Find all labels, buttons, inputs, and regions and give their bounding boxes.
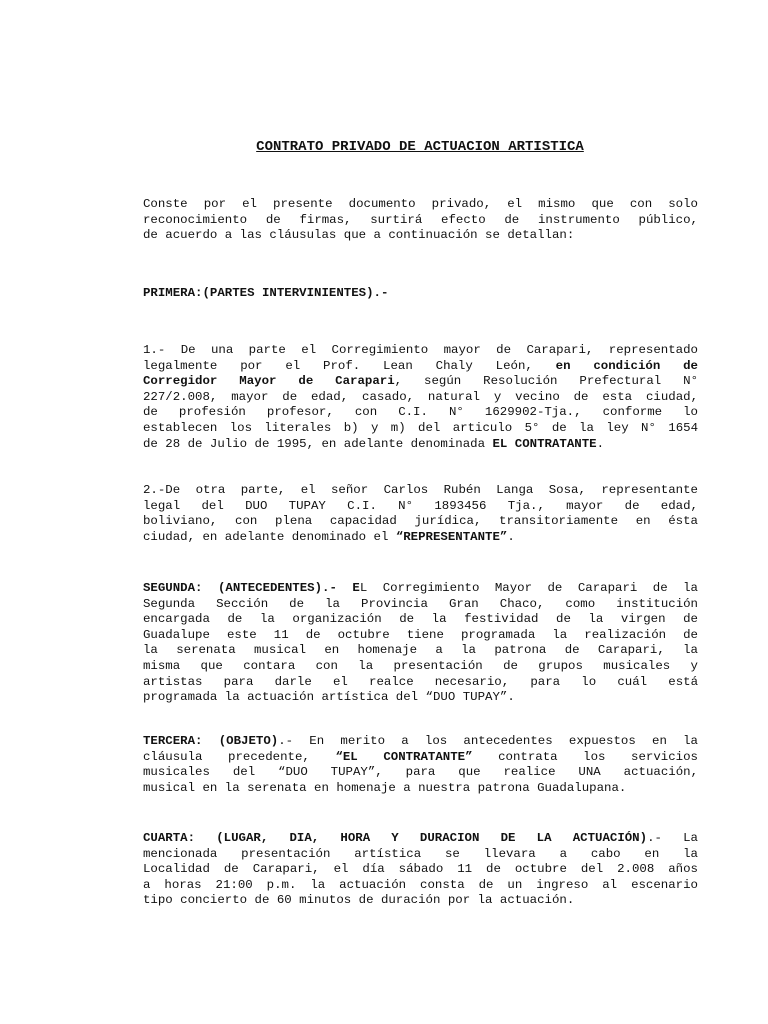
title-text: CONTRATO PRIVADO DE ACTUACION ARTISTICA xyxy=(256,139,584,155)
paragraph-2 xyxy=(143,483,698,545)
text-line: boliviano, con plena capacidad jurídica, transitoriamente en ésta xyxy=(143,514,698,529)
text-line: 2.-De otra parte, el señor Carlos Rubén Langa Sosa, representante xyxy=(143,483,698,497)
text-line: cláusula precedente, “EL CONTRATANTE” contrata los servicios xyxy=(143,749,698,764)
document-title xyxy=(0,138,768,156)
clause-segunda xyxy=(143,581,698,706)
text-line: Conste por el presente documento privado, el mismo que con solo xyxy=(143,197,698,211)
text-line: CUARTA: (LUGAR, DIA, HORA Y DURACION DE LA ACTUACIÓN).- La xyxy=(143,831,698,845)
text-line: reconocimiento de firmas, surtirá efecto de instrumento público, xyxy=(143,212,698,227)
text-line: mencionada presentación artística se llevara a cabo en la xyxy=(143,846,698,861)
text-line: de acuerdo a las cláusulas que a continuación se detallan: xyxy=(143,228,575,243)
text-line: musical en la serenata en homenaje a nuestra patrona Guadalupana. xyxy=(143,780,627,795)
text-line: artistas para darle el realce necesario, para lo cuál está xyxy=(143,674,698,689)
text-line: Segunda Sección de la Provincia Gran Chaco, como institución xyxy=(143,596,698,611)
text-line: misma que contara con la presentación de grupos musicales y xyxy=(143,658,698,673)
primera-heading xyxy=(143,286,698,302)
text-line: Localidad de Carapari, el día sábado 11 de octubre del 2.008 años xyxy=(143,862,698,877)
text-line: musicales del “DUO TUPAY”, para que realice UNA actuación, xyxy=(143,765,698,780)
clause-cuarta xyxy=(143,831,698,909)
text-line: legalmente por el Prof. Lean Chaly León, en condición de xyxy=(143,358,698,373)
text-line: SEGUNDA: (ANTECEDENTES).- EL Corregimiento Mayor de Carapari de la xyxy=(143,581,698,595)
text-line: 227/2.008, mayor de edad, casado, natural y vecino de esta ciudad, xyxy=(143,389,698,404)
text-line: de 28 de Julio de 1995, en adelante denominada EL CONTRATANTE. xyxy=(143,436,605,451)
text-line: establecen los literales b) y m) del articulo 5° de la ley N° 1654 xyxy=(143,420,698,435)
text-line: a horas 21:00 p.m. la actuación consta de un ingreso al escenario xyxy=(143,877,698,892)
paragraph-1 xyxy=(143,343,698,452)
text-line: legal del DUO TUPAY C.I. N° 1893456 Tja., mayor de edad, xyxy=(143,498,698,513)
clause-tercera xyxy=(143,734,698,796)
text-line: tipo concierto de 60 minutos de duración por la actuación. xyxy=(143,893,575,908)
text-line: de profesión profesor, con C.I. N° 1629902-Tja., conforme lo xyxy=(143,405,698,420)
representante-label: “REPRESENTANTE” xyxy=(395,529,508,544)
text-line: la serenata musical en homenaje a la patrona de Carapari, la xyxy=(143,643,698,658)
text-line: 1.- De una parte el Corregimiento mayor de Carapari, representado xyxy=(143,343,698,357)
text-line: programada la actuación artística del “DUO TUPAY”. xyxy=(143,690,515,705)
intro-paragraph xyxy=(143,197,698,244)
contratante-label: EL CONTRATANTE xyxy=(492,436,597,451)
text-line: Guadalupe este 11 de octubre tiene programada la realización de xyxy=(143,627,698,642)
text-line: Corregidor Mayor de Carapari, según Resolución Prefectural N° xyxy=(143,374,698,389)
text-line: encargada de la organización de la festividad de la virgen de xyxy=(143,612,698,627)
text-line: TERCERA: (OBJETO).- En merito a los antecedentes expuestos en la xyxy=(143,734,698,748)
text-line: ciudad, en adelante denominado el “REPRESENTANTE”. xyxy=(143,529,515,544)
clause-heading: PRIMERA:(PARTES INTERVINIENTES).- xyxy=(143,286,389,300)
